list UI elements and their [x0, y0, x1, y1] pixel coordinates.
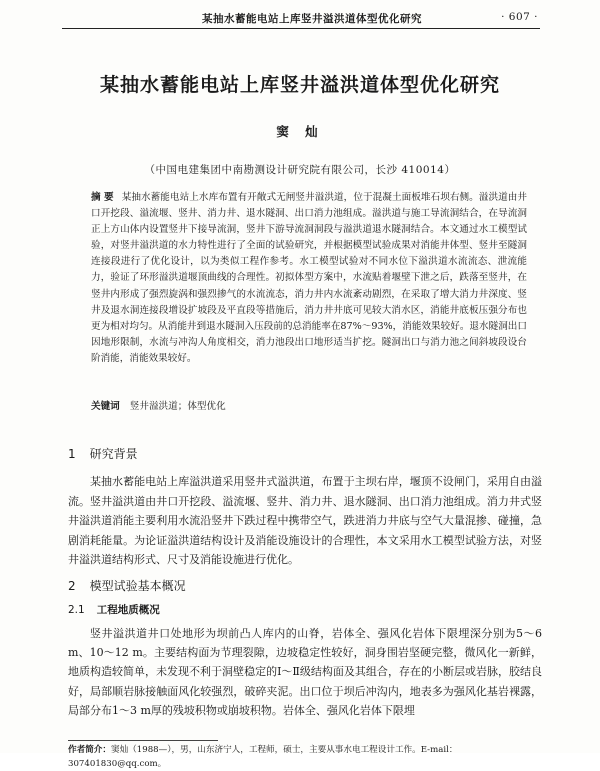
affiliation: （中国电建集团中南勘测设计研究院有限公司，长沙 410014） — [144, 164, 456, 176]
footnote-label: 作者简介： — [68, 745, 111, 755]
section-1-number: 1 — [68, 447, 76, 461]
author-footnote — [68, 743, 542, 771]
abstract — [91, 190, 527, 367]
author-name: 窦 灿 — [276, 124, 324, 139]
paper-title: 某抽水蓄能电站上库竖井溢洪道体型优化研究 — [99, 74, 500, 96]
section-2-number: 2 — [68, 579, 76, 593]
keywords — [91, 398, 527, 412]
section-1-heading — [68, 445, 138, 462]
footnote-divider — [68, 740, 218, 741]
section-2-title: 模型试验基本概况 — [89, 579, 186, 593]
subsection-2-1-body: 竖井溢洪道井口处地形为坝前凸人库内的山脊，岩体全、强风化岩体下限埋深分别为5～6 m、10～12 m。主要结构面为节理裂隙，边坡稳定性较好，洞身围岩坚硬完整，微风化一新鲜，地质构造较简单，未发现不利于洞壁稳定的Ⅰ～Ⅱ级结构面及其组合，存在的小断层或岩脉，胶结良好，局部顺岩脉接触面风化较强烈，破碎夹泥。出口位于坝后冲沟内，地表多为强风化基岩裸露，局部分布1～3 m厚的残坡积物或崩坡积物。岩体全、强风化岩体下限埋 — [68, 627, 542, 717]
subsection-2-1-heading — [68, 602, 160, 617]
subsection-2-1-number: 2.1 — [68, 604, 85, 616]
page-number: · 607 · — [501, 11, 538, 23]
section-2-heading — [68, 577, 186, 594]
section-1-body: 某抽水蓄能电站上库溢洪道采用竖井式溢洪道，布置于主坝右岸，堰顶不设闸门，采用自由溢流。竖井溢洪道由井口开挖段、溢流堰、竖井、消力井、退水隧洞、出口消力池组成。消力井式竖井溢洪道消能主要利用水流沿竖井下跌过程中携带空气，跌进消力井底与空气大量混掺、碰撞，急剧消耗能量。为论证溢洪道结构设计及消能设施设计的合理性，本文采用水工模型试验方法，对竖井溢洪道结构形式、尺寸及消能设施进行优化。 — [68, 475, 542, 566]
footnote-text: 窦灿（1988—），男，山东济宁人，工程师，硕士，主要从事水电工程设计工作。E-mail：307401830@qq.com。 — [68, 745, 458, 769]
subsection-2-1-title: 工程地质概况 — [96, 604, 160, 616]
abstract-label: 摘 要 — [91, 192, 114, 203]
running-header — [62, 8, 540, 29]
section-1-title: 研究背景 — [89, 447, 138, 461]
keywords-text: 竖井溢洪道；体型优化 — [129, 401, 226, 412]
abstract-text: 某抽水蓄能电站上水库布置有开敞式无闸竖井溢洪道，位于混凝土面板堆石坝右侧。溢洪道由井口开挖段、溢流堰、竖井、消力井、退水隧洞、出口消力池组成。溢洪道与施工导流洞结合，在导流洞正上方山体内设置竖井下接导流洞，竖井下游导流洞洞段与溢洪道退水隧洞结合。本文通过水工模型试验，对竖井溢洪道的水力特性进行了全面的试验研究，并根据模型试验成果对消能井体型、竖井至隧洞连接段进行了优化设计，以为类似工程作参考。水工模型试验对不同水位下溢洪道水流流态、泄流能力，验证了环形溢洪道堰顶曲线的合理性。初拟体型方案中，水流贴着堰壁下泄之后，跌落至竖井，在竖井内形成了强烈旋涡和强烈掺气的水流流态，消力井内水流紊动剧烈，在采取了增大消力井深度、竖井及退水洞连接段增设扩坡段及平直段等措施后，消力井井底可见较大消水区，消能井底板压强分布也更为相对均匀。从消能井到退水隧洞入压段前的总消能率在87%～93%，消能效果较好。退水隧洞出口因地形限制，水流与冲沟人角度相交，消力池段出口地形适当扩挖。隧洞出口与消力池之间斜坡段设台阶消能，消能效果较好。 — [91, 192, 527, 364]
running-title: 某抽水蓄能电站上库竖井溢洪道体型优化研究 — [202, 13, 422, 25]
keywords-label: 关键词 — [91, 401, 120, 412]
